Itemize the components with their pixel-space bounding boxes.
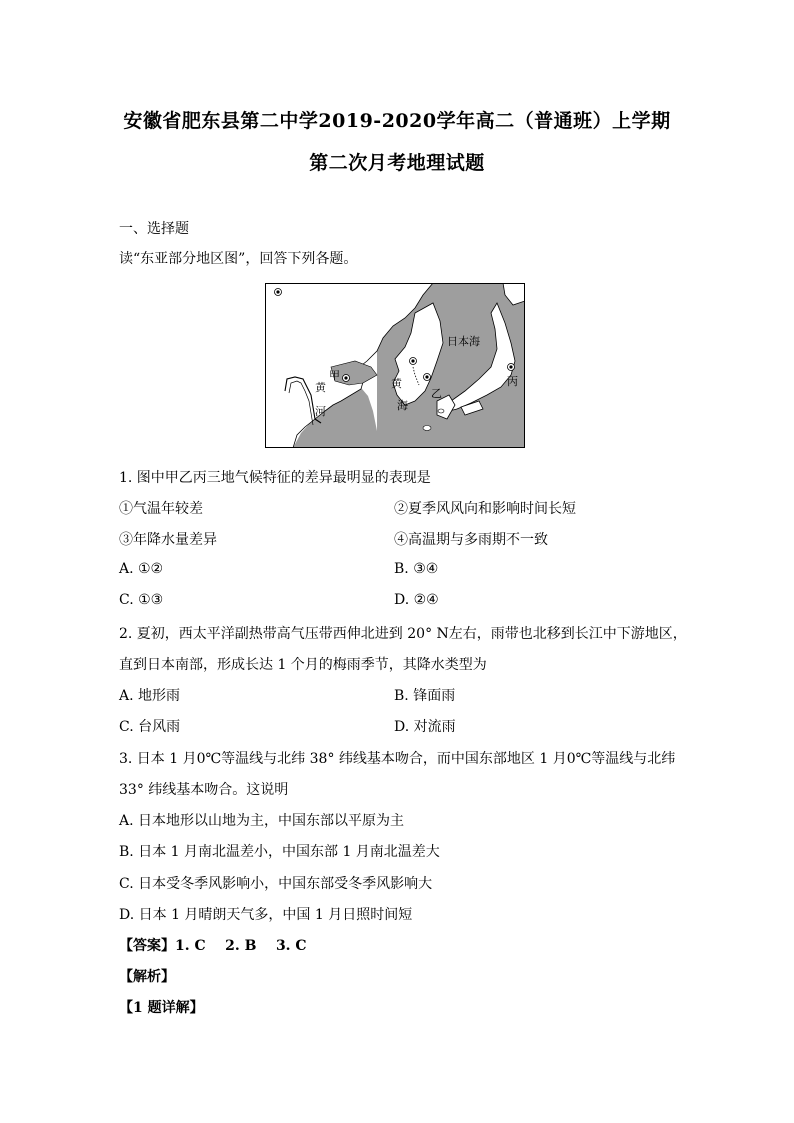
answer-line: 【答案】1. C 2. B 3. C	[119, 938, 307, 954]
question-2-option-c: C. 台风雨	[119, 719, 181, 735]
map-label-huang-sea-1: 黄	[391, 377, 402, 390]
city-marker-northwest	[275, 289, 282, 296]
east-asia-map	[265, 283, 525, 448]
question-1-statement-3: ③年降水量差异	[119, 532, 217, 548]
question-3-stem-line-1: 3. 日本 1 月0℃等温线与北纬 38° 纬线基本吻合，而中国东部地区 1 月0℃等温线与北纬	[119, 751, 676, 767]
section-heading: 一、选择题	[119, 221, 189, 237]
city-marker-bing	[508, 364, 515, 371]
question-intro: 读“东亚部分地区图”，回答下列各题。	[119, 251, 358, 267]
question-1-statement-1: ①气温年较差	[119, 501, 203, 517]
exam-title-line-2: 第二次月考地理试题	[309, 152, 485, 174]
question-1-option-d: D. ②④	[394, 592, 439, 608]
map-label-yi: 乙	[431, 387, 442, 400]
question-2-option-d: D. 对流雨	[394, 719, 456, 735]
question-1-option-b: B. ③④	[394, 561, 439, 577]
city-marker-jia	[343, 375, 350, 382]
map-label-jia: 甲	[329, 369, 340, 382]
exam-title-line-1: 安徽省肥东县第二中学2019-2020学年高二（普通班）上学期	[123, 110, 671, 132]
question-3-option-b: B. 日本 1 月南北温差小，中国东部 1 月南北温差大	[119, 844, 440, 860]
question-3-option-c: C. 日本受冬季风影响小，中国东部受冬季风影响大	[119, 876, 433, 892]
city-marker-korea-north	[410, 358, 417, 365]
question-1-option-c: C. ①③	[119, 592, 164, 608]
map-label-huanghe-2: 河	[315, 405, 326, 418]
map-label-bing: 丙	[507, 375, 518, 388]
map-label-japan-sea: 日本海	[447, 335, 480, 348]
question-1-statement-4: ④高温期与多雨期不一致	[394, 532, 548, 548]
question-2-option-b: B. 锋面雨	[394, 688, 456, 704]
question-1-stem: 1. 图中甲乙丙三地气候特征的差异最明显的表现是	[119, 470, 431, 486]
map-label-huang-sea-2: 海	[397, 399, 408, 412]
question-3-stem-line-2: 33° 纬线基本吻合。这说明	[119, 782, 289, 798]
analysis-heading: 【解析】	[119, 969, 175, 985]
city-marker-yi	[424, 374, 431, 381]
detail-heading: 【1 题详解】	[119, 1000, 204, 1016]
question-1-option-a: A. ①②	[119, 561, 164, 577]
question-2-stem-line-1: 2. 夏初，西太平洋副热带高气压带西伸北进到 20° N左右，雨带也北移到长江中下游地区，	[119, 626, 687, 642]
question-1-statement-2: ②夏季风风向和影响时间长短	[394, 501, 576, 517]
map-label-huanghe-1: 黄	[315, 381, 326, 394]
question-2-option-a: A. 地形雨	[119, 688, 181, 704]
question-3-option-d: D. 日本 1 月晴朗天气多，中国 1 月日照时间短	[119, 907, 413, 923]
question-3-option-a: A. 日本地形以山地为主，中国东部以平原为主	[119, 813, 405, 829]
question-2-stem-line-2: 直到日本南部，形成长达 1 个月的梅雨季节，其降水类型为	[119, 657, 487, 673]
